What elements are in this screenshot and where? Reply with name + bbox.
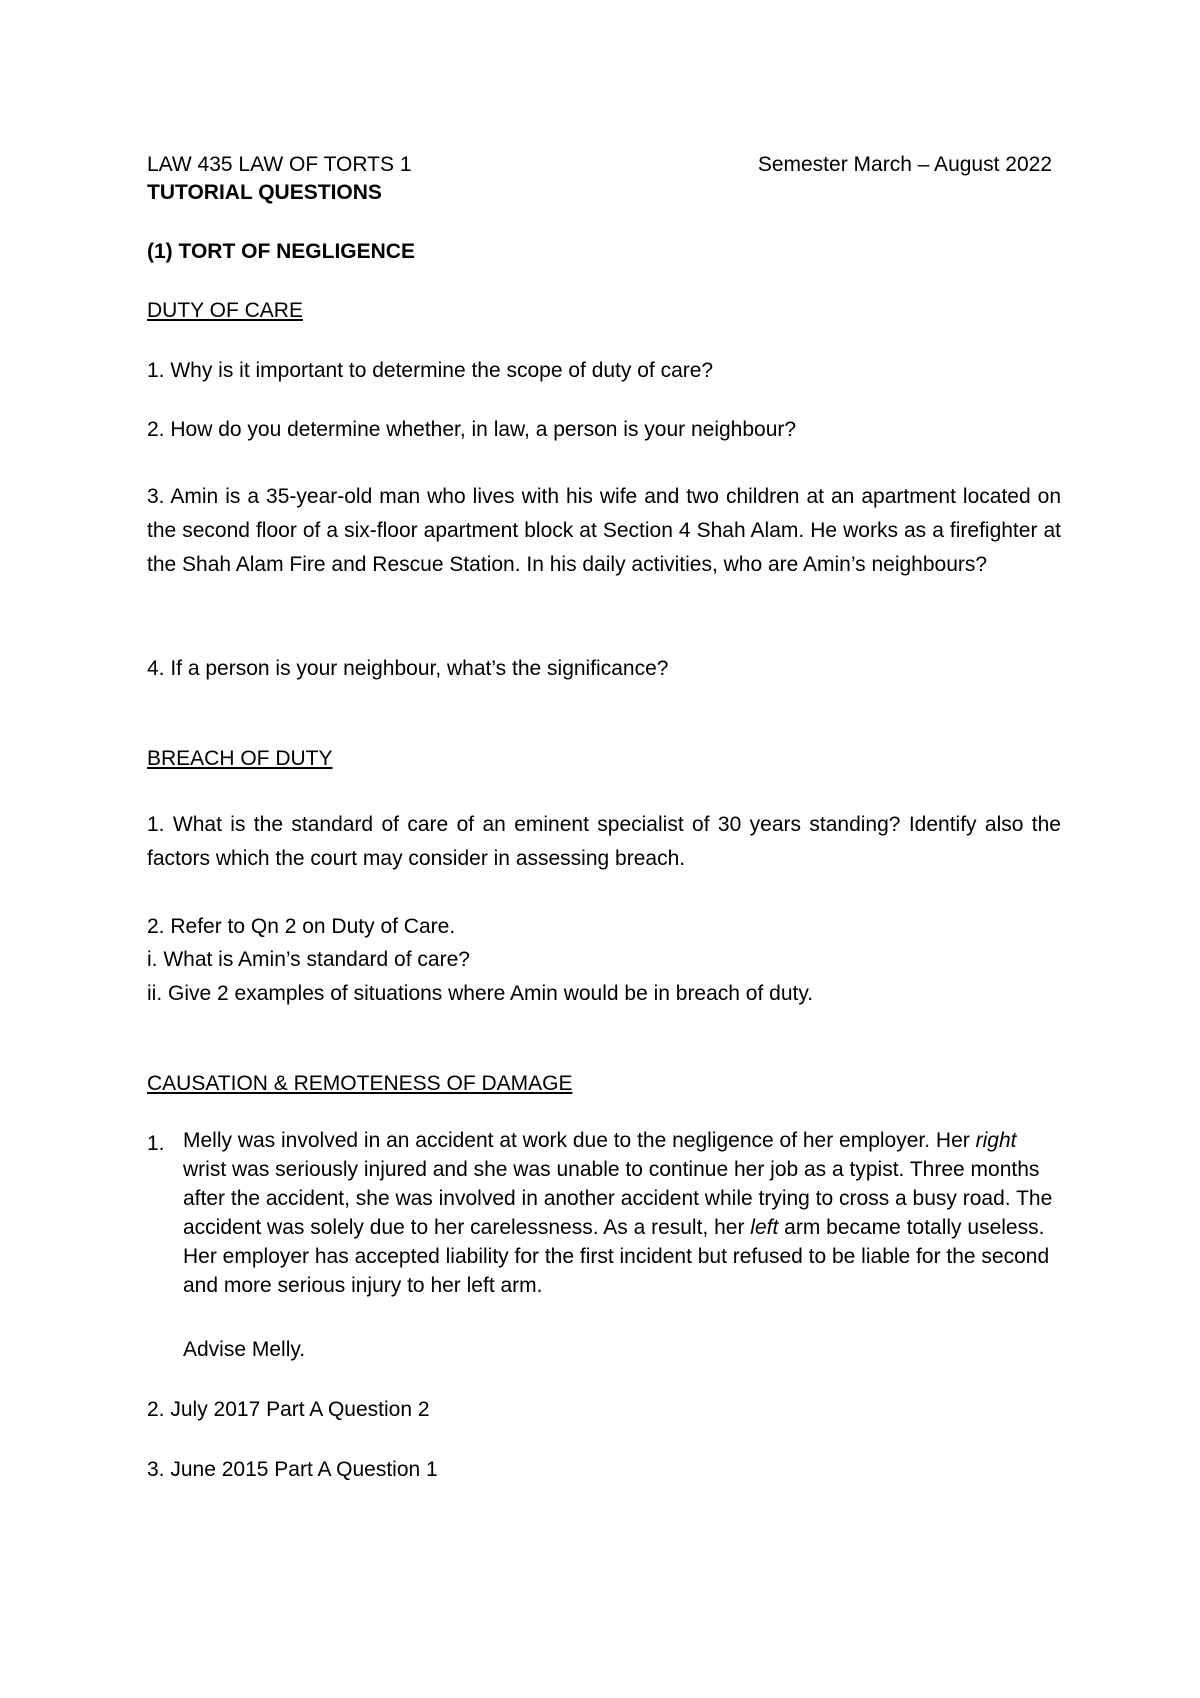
causation-q1-part2: wrist was seriously injured and she was unable to continue her job as a typist. Three months after the accident, she was involved in another accident while trying to cross a busy road. The accident was solely due to her carelessness. As a result, her	[183, 1158, 1053, 1239]
semester-label: Semester March – August 2022	[757, 153, 1052, 176]
duty-question-1: 1. Why is it important to determine the scope of duty of care?	[147, 359, 714, 382]
duty-question-2: 2. How do you determine whether, in law, a person is your neighbour?	[147, 418, 797, 441]
duty-question-3-text: 3. Amin is a 35-year-old man who lives with his wife and two children at an apartment located on the second floor of a six-floor apartment block at Section 4 Shah Alam. He works as a firefighter at the Shah Alam Fire and Rescue Station. In his daily activities, who are Amin’s neighbours?	[147, 485, 1061, 576]
causation-heading: CAUSATION & REMOTENESS OF DAMAGE	[147, 1072, 573, 1095]
causation-question-2: 2. July 2017 Part A Question 2	[147, 1398, 430, 1421]
duty-question-3	[147, 480, 1061, 582]
duty-of-care-heading: DUTY OF CARE	[147, 299, 303, 322]
breach-of-duty-heading: BREACH OF DUTY	[147, 747, 333, 770]
causation-question-3: 3. June 2015 Part A Question 1	[147, 1458, 438, 1481]
document-subtitle: TUTORIAL QUESTIONS	[147, 181, 382, 204]
breach-question-2-i: i. What is Amin’s standard of care?	[147, 948, 470, 971]
causation-q1-italic-left: left	[750, 1216, 779, 1239]
breach-question-2-ii: ii. Give 2 examples of situations where Amin would be in breach of duty.	[147, 982, 814, 1005]
causation-q1-italic-right: right	[975, 1129, 1017, 1152]
duty-question-4: 4. If a person is your neighbour, what’s the significance?	[147, 657, 669, 680]
causation-q1-part1: Melly was involved in an accident at work due to the negligence of her employer. Her	[183, 1129, 976, 1152]
causation-question-1-number: 1.	[147, 1132, 165, 1155]
course-title: LAW 435 LAW OF TORTS 1	[147, 153, 412, 176]
topic-heading: (1) TORT OF NEGLIGENCE	[147, 240, 415, 263]
causation-question-1	[183, 1126, 1063, 1300]
causation-advise: Advise Melly.	[183, 1338, 306, 1361]
causation-q1-part3: arm became totally useless. Her employer has accepted liability for the first incident but refused to be liable for the second and more serious injury to her left arm.	[183, 1216, 1050, 1297]
breach-question-1-text: 1. What is the standard of care of an eminent specialist of 30 years standing? Identify also the factors which the court may consider in assessing breach.	[147, 813, 1061, 870]
breach-question-2: 2. Refer to Qn 2 on Duty of Care.	[147, 915, 456, 938]
breach-question-1	[147, 808, 1061, 876]
